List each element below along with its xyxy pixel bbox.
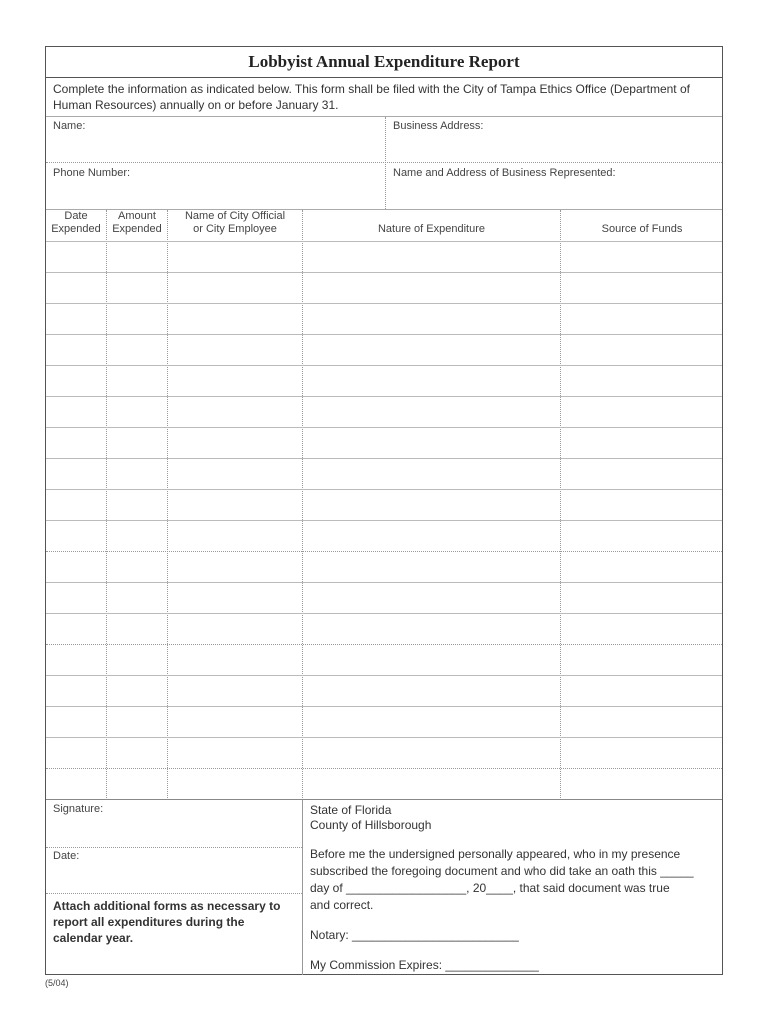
divider bbox=[46, 893, 302, 894]
column-header-nature: Nature of Expenditure bbox=[377, 223, 485, 235]
expenditure-report-form bbox=[45, 46, 723, 975]
business-address-field[interactable]: Business Address: bbox=[393, 120, 484, 132]
divider bbox=[46, 116, 722, 117]
form-instructions: Complete the information as indicated below. This form shall be filed with the City of Tampa Ethics Office (Department of Human Resources) annually on or before January 31. bbox=[53, 82, 690, 112]
table-row[interactable] bbox=[46, 582, 722, 613]
row-divider bbox=[46, 613, 722, 614]
table-row[interactable] bbox=[46, 644, 722, 675]
row-divider bbox=[46, 427, 722, 428]
notary-oath-line: day of __________________, 20____, that said document was true bbox=[310, 881, 670, 895]
table-row[interactable] bbox=[46, 520, 722, 551]
divider bbox=[46, 847, 302, 848]
row-divider bbox=[46, 458, 722, 459]
row-divider bbox=[46, 272, 722, 273]
row-divider bbox=[46, 706, 722, 707]
row-divider bbox=[46, 737, 722, 738]
table-row[interactable] bbox=[46, 303, 722, 334]
notary-oath-line: Before me the undersigned personally appeared, who in my presence bbox=[310, 847, 681, 861]
commission-expires-field[interactable]: My Commission Expires: ______________ bbox=[310, 958, 539, 972]
row-divider bbox=[46, 644, 722, 645]
notary-oath-line: subscribed the foregoing document and who did take an oath this _____ bbox=[310, 864, 694, 878]
business-represented-field[interactable]: Name and Address of Business Represented: bbox=[393, 167, 616, 179]
row-divider bbox=[46, 675, 722, 676]
table-row[interactable] bbox=[46, 768, 722, 799]
row-divider bbox=[46, 520, 722, 521]
table-row[interactable] bbox=[46, 737, 722, 768]
notary-oath-line: and correct. bbox=[310, 898, 374, 912]
table-row[interactable] bbox=[46, 365, 722, 396]
table-row[interactable] bbox=[46, 706, 722, 737]
date-field[interactable]: Date: bbox=[53, 850, 80, 862]
divider bbox=[46, 162, 722, 163]
table-row[interactable] bbox=[46, 334, 722, 365]
table-row[interactable] bbox=[46, 551, 722, 582]
column-header-amount: Amount Expended bbox=[112, 210, 162, 235]
column-header-date: Date Expended bbox=[51, 210, 101, 235]
row-divider bbox=[46, 582, 722, 583]
table-row[interactable] bbox=[46, 613, 722, 644]
row-divider bbox=[46, 551, 722, 552]
column-header-source: Source of Funds bbox=[601, 223, 683, 235]
row-divider bbox=[46, 303, 722, 304]
row-divider bbox=[46, 396, 722, 397]
form-title: Lobbyist Annual Expenditure Report bbox=[46, 47, 722, 78]
name-field[interactable]: Name: bbox=[53, 120, 86, 132]
row-divider bbox=[46, 768, 722, 769]
divider bbox=[385, 117, 386, 209]
row-divider bbox=[46, 241, 722, 242]
notary-state: State of Florida bbox=[310, 803, 392, 817]
phone-number-field[interactable]: Phone Number: bbox=[53, 167, 131, 179]
table-row[interactable] bbox=[46, 458, 722, 489]
table-row[interactable] bbox=[46, 272, 722, 303]
notary-signature-field[interactable]: Notary: _________________________ bbox=[310, 928, 519, 942]
table-row[interactable] bbox=[46, 489, 722, 520]
row-divider bbox=[46, 334, 722, 335]
divider bbox=[46, 799, 722, 800]
expenditure-table-body bbox=[46, 241, 722, 799]
table-row[interactable] bbox=[46, 675, 722, 706]
divider bbox=[302, 800, 303, 975]
table-row[interactable] bbox=[46, 241, 722, 272]
revision-date: (5/04) bbox=[45, 978, 69, 988]
row-divider bbox=[46, 365, 722, 366]
column-header-official: Name of City Official or City Employee bbox=[184, 210, 286, 235]
table-row[interactable] bbox=[46, 396, 722, 427]
signature-field[interactable]: Signature: bbox=[53, 803, 104, 815]
attach-forms-note: Attach additional forms as necessary to report all expenditures during the calendar year. bbox=[53, 899, 281, 945]
table-row[interactable] bbox=[46, 427, 722, 458]
notary-county: County of Hillsborough bbox=[310, 818, 432, 832]
row-divider bbox=[46, 489, 722, 490]
